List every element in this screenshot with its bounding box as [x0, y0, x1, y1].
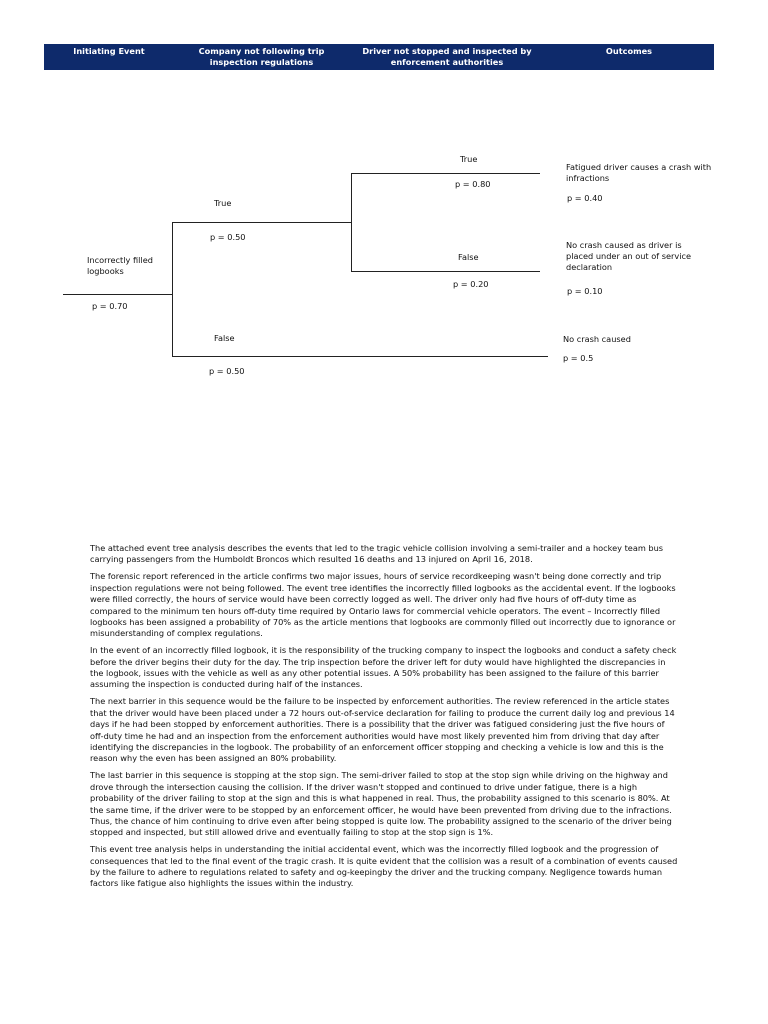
branch2-false-label: False [458, 252, 479, 262]
initiating-event-prob: p = 0.70 [92, 301, 128, 311]
branch1-false-label: False [214, 333, 235, 343]
initiating-event-label: Incorrectly filled logbooks [87, 255, 153, 276]
outcome3-label: No crash caused [563, 334, 631, 344]
analysis-text [90, 543, 680, 895]
branch2-true-label: True [460, 154, 478, 164]
header-company-inspection: Company not following trip inspection regulations [198, 46, 325, 67]
paragraph: The next barrier in this sequence would be the failure to be inspected by enforcement authorities. The review referenced in the article states that the driver would have been placed under a 72 hours out-of-service declaration for failing to produce the current daily log and previous 14 days if he had been stopped by enforcement authorities. There is a possibility that the driver was fatigued considering just the five hours of off-duty time he had and an inspection from the enforcement authorities would have most likely prevented him from driving that day after identifying the discrepancies in the logbook. The probability of an enforcement officer stopping and checking a vehicle is low and this is the reason why the even has been assigned an 80% probability. [90, 696, 675, 764]
branch2-true-prob: p = 0.80 [455, 179, 491, 189]
outcome1-label: Fatigued driver causes a crash with infractions [566, 162, 712, 183]
paragraph: This event tree analysis helps in understanding the initial accidental event, which was the incorrectly filled logbook and the progression of consequences that led to the final event of the tragic crash. It is quite evident that the collision was a result of a combination of events caused by the failure to adhere to regulations related to safety and og-keepingby the driver and the trucking company. Negligence towards human factors like fatigue also highlights the issues within the industry. [90, 844, 678, 889]
event-tree-lines [0, 0, 768, 400]
branch1-true-label: True [214, 198, 232, 208]
paragraph: The last barrier in this sequence is stopping at the stop sign. The semi-driver failed to stop at the stop sign while driving on the highway and drove through the intersection causing the collision. If the driver wasn't stopped and continued to drive under fatigue, there is a high probability of the driver failing to stop at the sign and this is what happened in real. Thus, the probability assigned to this scenario is 80%. At the same time, if the driver were to be stopped by an enforcement officer, he would have been prevented from driving due to the infractions. Thus, the chance of him continuing to drive even after being stopped is quite low. The probability assigned to the scenario of the driver being stopped and inspected, but still allowed drive and eventually failing to stop at the stop sign is 1%. [90, 770, 672, 838]
branch1-true-prob: p = 0.50 [210, 232, 246, 242]
paragraph: The forensic report referenced in the article confirms two major issues, hours of service recordkeeping wasn't being done correctly and trip inspection regulations were not being followed. The event tree identifies the incorrectly filled logbooks as the accidental event. If the logbooks were filled correctly, the hours of service would have been correctly logged as well. The driver only had five hours of off-duty time as compared to the minimum ten hours off-duty time required by Ontario laws for commercial vehicle operators. The event – Incorrectly filled logbooks has been assigned a probability of 70% as the article mentions that logbooks are commonly filled out incorrectly due to ignorance or misunderstanding of complex regulations. [90, 571, 676, 639]
header-initiating-event: Initiating Event [73, 46, 145, 56]
header-enforcement: Driver not stopped and inspected by enforcement authorities [362, 46, 532, 67]
outcome2-label: No crash caused as driver is placed under an out of service declaration [566, 240, 692, 272]
branch1-false-prob: p = 0.50 [209, 366, 245, 376]
header-outcomes: Outcomes [605, 46, 653, 56]
outcome1-prob: p = 0.40 [567, 193, 603, 203]
paragraph: The attached event tree analysis describes the events that led to the tragic vehicle collision involving a semi-trailer and a hockey team bus carrying passengers from the Humboldt Broncos which resulted 16 deaths and 13 injured on April 16, 2018. [90, 543, 664, 565]
paragraph: In the event of an incorrectly filled logbook, it is the responsibility of the trucking company to inspect the logbooks and conduct a safety check before the driver begins their duty for the day. The trip inspection before the driver left for duty would have highlighted the discrepancies in the logbook, issues with the vehicle as well as any other potential issues. A 50% probability has been assigned to the failure of this barrier assuming the inspection is conducted during half of the instances. [90, 645, 677, 690]
outcome3-prob: p = 0.5 [563, 353, 594, 363]
branch2-false-prob: p = 0.20 [453, 279, 489, 289]
outcome2-prob: p = 0.10 [567, 286, 603, 296]
